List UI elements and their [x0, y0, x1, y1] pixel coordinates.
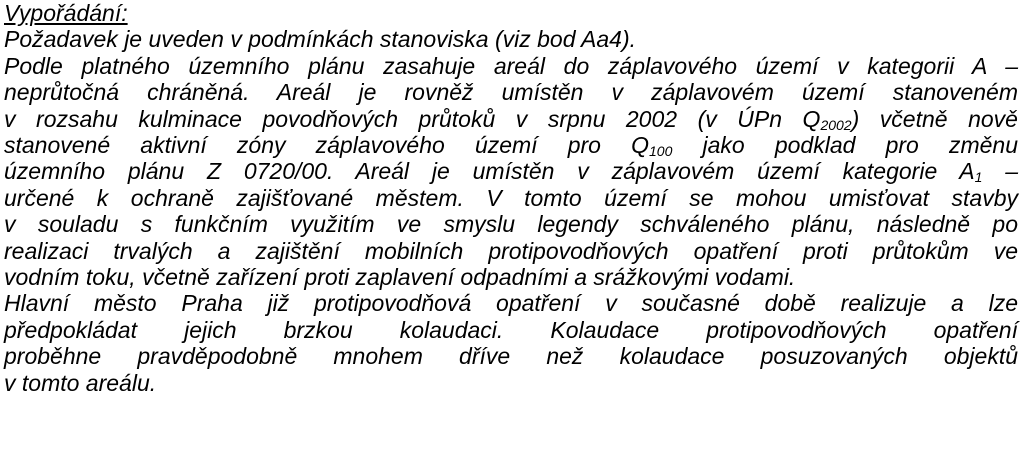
text-line: v souladu s funkčním využitím ve smyslu legendy schváleného plánu, následně po — [4, 211, 1018, 238]
paragraph-requirement — [4, 26, 1018, 52]
text-line: předpokládat jejich brzkou kolaudaci. Kolaudace protipovodňových opatření — [4, 316, 1018, 343]
text-line: v tomto areálu. — [4, 369, 157, 396]
text-fragment: – — [982, 158, 1019, 185]
text-line: Hlavní město Praha již protipovodňová opatření v současné době realizuje a lze — [4, 290, 1018, 317]
text-fragment: v rozsahu kulminace povodňových průtoků v srpnu 2002 (v ÚPn Q — [4, 105, 821, 132]
text-line — [4, 106, 1018, 132]
paragraph-land-use-plan — [4, 53, 1018, 291]
text-line: neprůtočná chráněná. Areál je rovněž umístěn v záplavovém území stanoveném — [4, 79, 1018, 106]
text-fragment: stanovené aktivní zóny záplavového území pro Q — [4, 132, 649, 159]
text-line: realizaci trvalých a zajištění mobilních protipovodňových opatření proti průtokům ve — [4, 237, 1018, 264]
section-heading: Vypořádání: — [4, 0, 128, 26]
text-fragment: ) včetně nově — [851, 105, 1018, 132]
text-line: proběhne pravděpodobně mnohem dříve než kolaudace posuzovaných objektů — [4, 343, 1018, 370]
text-fragment: jako podklad pro změnu — [672, 132, 1018, 159]
text-line: vodním toku, včetně zařízení proti zaplavení odpadními a srážkovými vodami. — [4, 264, 796, 291]
text-line — [4, 132, 1018, 158]
text-fragment: územního plánu Z 0720/00. Areál je umístěn v záplavovém území kategorie A — [4, 158, 975, 185]
document-body — [4, 0, 1018, 396]
text-line — [4, 158, 1018, 184]
text-line: Podle platného územního plánu zasahuje areál do záplavového území v kategorii A – — [4, 52, 1018, 79]
text-line: určené k ochraně zajišťované městem. V tomto území se mohou umisťovat stavby — [4, 184, 1018, 211]
text-line: Požadavek je uveden v podmínkách stanoviska (viz bod Aa4). — [4, 26, 637, 53]
subscript: 2002 — [820, 116, 852, 133]
subscript: 100 — [649, 143, 673, 160]
subscript: 1 — [974, 169, 983, 186]
paragraph-flood-protection — [4, 290, 1018, 396]
